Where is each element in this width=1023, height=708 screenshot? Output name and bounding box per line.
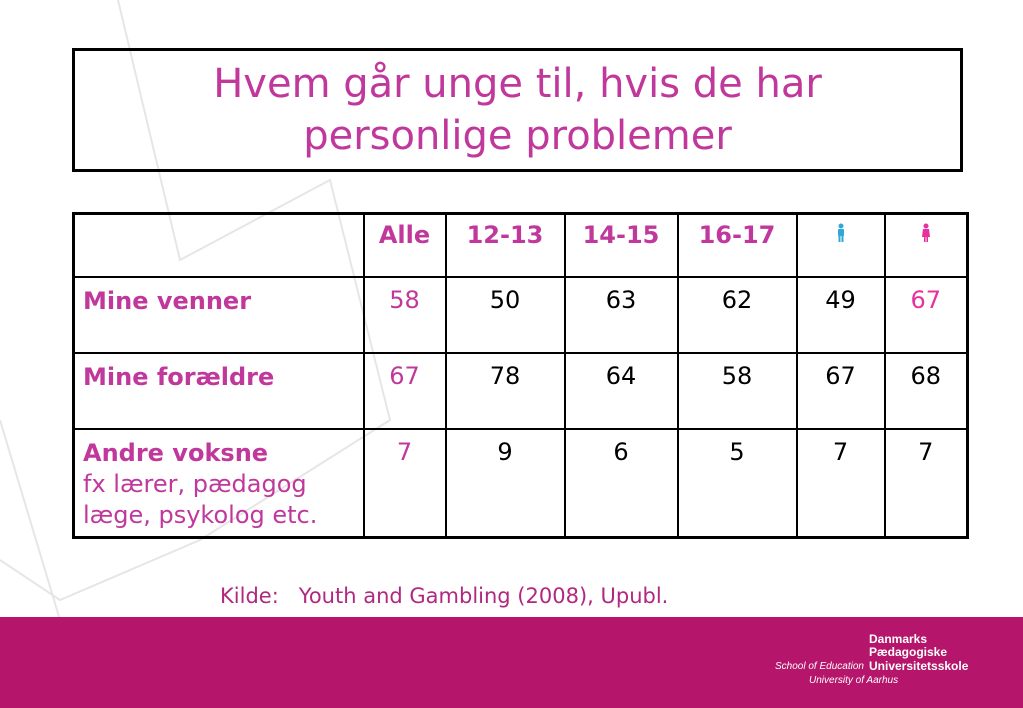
header-14-15: 14-15 [565, 214, 678, 278]
cell: 62 [678, 277, 797, 353]
table-header-row [74, 214, 968, 278]
cell-alle: 7 [364, 429, 446, 538]
cell: 64 [565, 353, 678, 429]
title-box [72, 48, 963, 172]
cell: 63 [565, 277, 678, 353]
source-citation [220, 584, 668, 608]
table-row [74, 353, 968, 429]
cell-alle: 58 [364, 277, 446, 353]
logo-line-3: Universitetsskole [869, 659, 969, 673]
row-label [74, 429, 364, 538]
header-16-17: 16-17 [678, 214, 797, 278]
cell-alle: 67 [364, 353, 446, 429]
source-text: Youth and Gambling (2008), Upubl. [298, 584, 669, 608]
cell: 67 [885, 277, 968, 353]
row-label-sub-1: fx lærer, pædagog [83, 470, 307, 498]
cell: 58 [678, 353, 797, 429]
cell: 78 [446, 353, 565, 429]
cell: 7 [797, 429, 885, 538]
cell: 7 [885, 429, 968, 538]
cell: 49 [797, 277, 885, 353]
cell: 9 [446, 429, 565, 538]
logo-school: School of Education [775, 661, 864, 672]
row-label-main: Andre voksne [83, 439, 269, 467]
source-label: Kilde: [220, 584, 279, 608]
header-12-13: 12-13 [446, 214, 565, 278]
row-label: Mine forældre [74, 353, 364, 429]
row-label-sub-2: læge, psykolog etc. [83, 501, 318, 529]
logo-line-1: Danmarks [869, 632, 928, 646]
table-row [74, 277, 968, 353]
header-alle: Alle [364, 214, 446, 278]
cell: 67 [797, 353, 885, 429]
male-figure-icon [836, 223, 846, 243]
female-figure-icon [921, 223, 931, 243]
header-male [797, 214, 885, 278]
header-female [885, 214, 968, 278]
cell: 5 [678, 429, 797, 538]
title-line-2: personlige problemer [303, 113, 732, 159]
row-label: Mine venner [74, 277, 364, 353]
logo-line-2: Pædagogiske [869, 645, 948, 659]
results-table [72, 212, 969, 539]
logo-university: University of Aarhus [809, 675, 899, 686]
cell: 6 [565, 429, 678, 538]
table-row [74, 429, 968, 538]
cell: 50 [446, 277, 565, 353]
cell: 68 [885, 353, 968, 429]
title-line-1: Hvem går unge til, hvis de har [213, 61, 822, 107]
header-empty [74, 214, 364, 278]
